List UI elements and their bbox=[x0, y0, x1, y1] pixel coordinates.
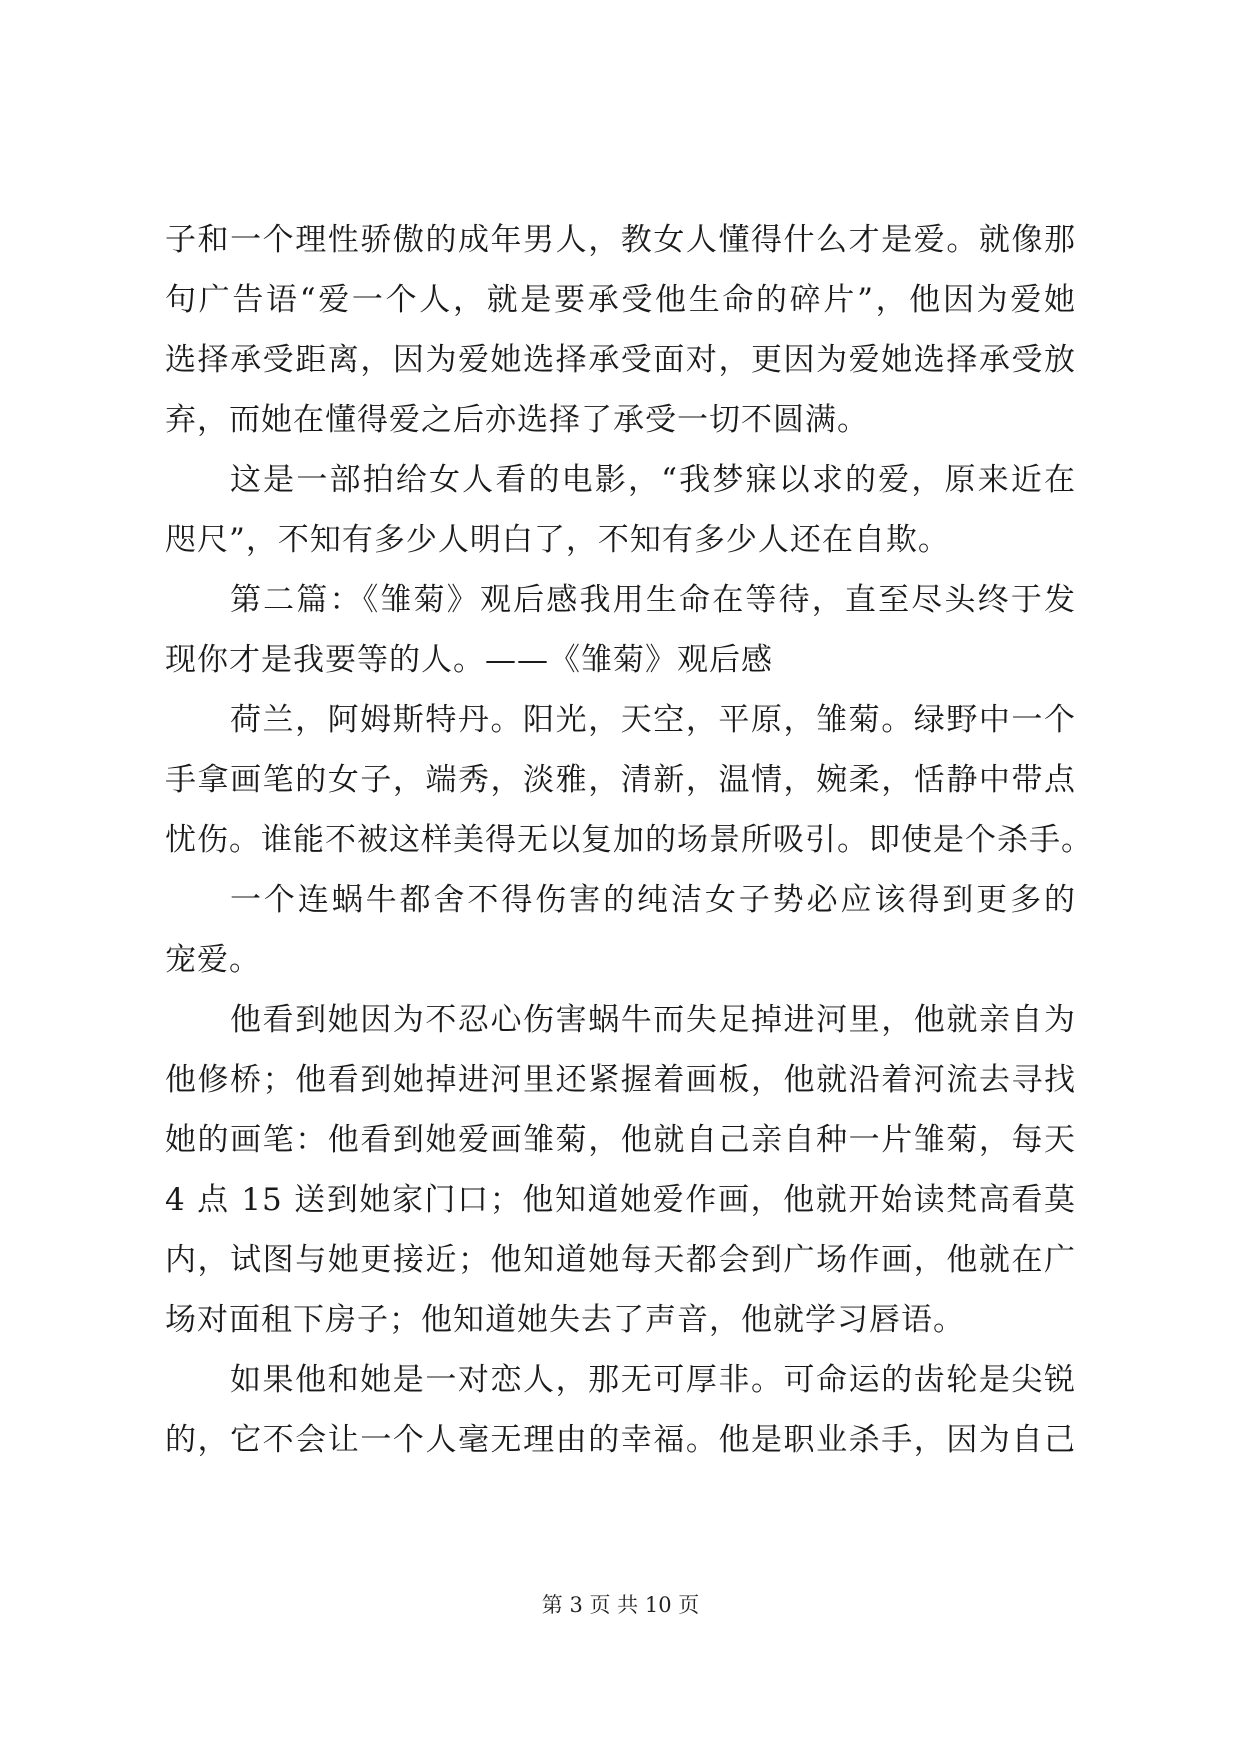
text-line: 4 点 15 送到她家门口；他知道她爱作画，他就开始读梵高看莫 bbox=[165, 1182, 1076, 1218]
text-line: 一个连蜗牛都舍不得伤害的纯洁女子势必应该得到更多的 bbox=[230, 882, 1076, 918]
text-line: 宠爱。 bbox=[165, 942, 261, 978]
text-line: 这是一部拍给女人看的电影，“我梦寐以求的爱，原来近在 bbox=[230, 462, 1076, 498]
text-line: 的，它不会让一个人毫无理由的幸福。他是职业杀手，因为自己 bbox=[165, 1422, 1076, 1458]
text-line: 子和一个理性骄傲的成年男人，教女人懂得什么才是爱。就像那 bbox=[165, 222, 1076, 258]
text-line: 场对面租下房子；他知道她失去了声音，他就学习唇语。 bbox=[165, 1302, 965, 1338]
text-line: 忧伤。谁能不被这样美得无以复加的场景所吸引。即使是个杀手。 bbox=[165, 822, 1093, 858]
text-line: 现你才是我要等的人。——《雏菊》观后感 bbox=[165, 642, 773, 678]
text-line: 第二篇：《雏菊》观后感我用生命在等待，直至尽头终于发 bbox=[230, 582, 1076, 618]
text-line: 句广告语“爱一个人，就是要承受他生命的碎片”，他因为爱她 bbox=[165, 282, 1076, 318]
text-line: 如果他和她是一对恋人，那无可厚非。可命运的齿轮是尖锐 bbox=[230, 1362, 1076, 1398]
page-footer: 第 3 页 共 10 页 bbox=[541, 1593, 700, 1617]
text-line: 手拿画笔的女子，端秀，淡雅，清新，温情，婉柔，恬静中带点 bbox=[165, 762, 1076, 798]
text-line: 他看到她因为不忍心伤害蜗牛而失足掉进河里，他就亲自为 bbox=[230, 1002, 1076, 1038]
text-line: 她的画笔：他看到她爱画雏菊，他就自己亲自种一片雏菊，每天 bbox=[165, 1122, 1076, 1158]
text-line: 他修桥；他看到她掉进河里还紧握着画板，他就沿着河流去寻找 bbox=[165, 1062, 1076, 1098]
text-line: 内，试图与她更接近；他知道她每天都会到广场作画，他就在广 bbox=[165, 1242, 1076, 1278]
text-line: 荷兰，阿姆斯特丹。阳光，天空，平原，雏菊。绿野中一个 bbox=[230, 702, 1076, 738]
text-line: 弃，而她在懂得爱之后亦选择了承受一切不圆满。 bbox=[165, 402, 869, 438]
text-line: 选择承受距离，因为爱她选择承受面对，更因为爱她选择承受放 bbox=[165, 342, 1076, 378]
text-line: 咫尺”，不知有多少人明白了，不知有多少人还在自欺。 bbox=[165, 522, 950, 558]
